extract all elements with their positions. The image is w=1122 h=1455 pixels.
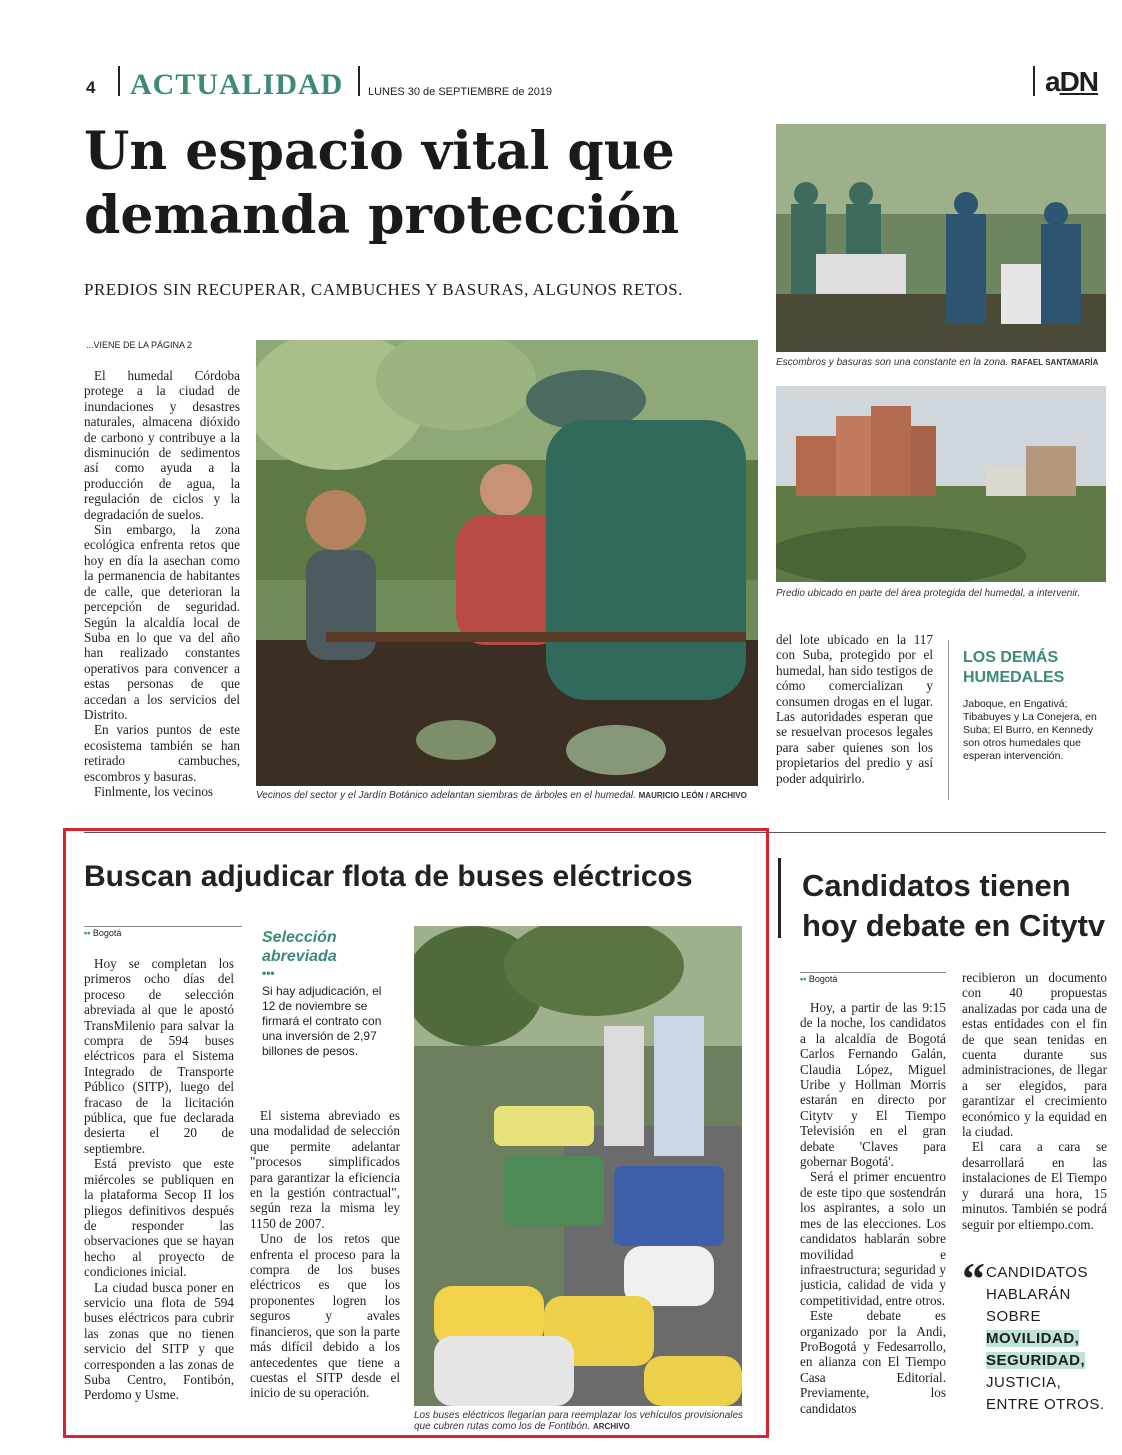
bus-column-1 [84,956,234,1418]
location-tag: •• Bogotá [84,926,242,938]
debate-headline: Candidatos tienen hoy debate en Citytv [802,868,1106,943]
bus-headline: Buscan adjudicar flota de buses eléctricos [84,860,693,893]
paragraph: recibieron un documento con 40 propuestas analizadas por cada una de estas entidades con el fin de que sean tenidas en cuenta durante sus administraciones, de llegar a ser elegidos, para garantizar el crecimiento económico y la equidad en la ciudad. [962,970,1107,1140]
quote-mark-icon: “ [962,1253,985,1304]
box-dots: ••• [262,966,275,980]
paragraph: En varios puntos de este ecosistema también se han retirado cambuches, escombros y basuras. [84,722,240,784]
header-divider [358,66,360,96]
paragraph: La ciudad busca poner en servicio una flota de 594 buses eléctricos para cubrir las zonas que no tienen servicio del SITP y que corresponden a las zonas de Suba Centro, Fontibón, Perdomo y Usme. [84,1279,234,1403]
sidebar-text: Jaboque, en Engativá; Tibabuyes y La Conejera, en Suba; El Burro, en Kennedy son otros humedales que esperan intervención. [963,698,1097,762]
paragraph: del lote ubicado en la 117 con Suba, protegido por el humedal, han sido testigos de cómo comercializan y consumen drogas en el lugar. Las autoridades esperan que se resuelvan procesos legales para saber quienes son los propietarios del predio y así poder adquirirlo. [776,632,933,786]
lot-photo [776,386,1106,582]
quote-line: JUSTICIA, [986,1374,1062,1391]
quote-line: CANDIDATOS [986,1264,1088,1281]
header-divider [118,66,120,96]
page-number: 4 [86,78,96,97]
box-text: Si hay adjudicación, el 12 de noviembre se firmará el contrato con una inversión de 2,97 billones de pesos. [262,984,382,1058]
section-title: ACTUALIDAD [130,68,344,101]
issue-date: LUNES 30 de SEPTIEMBRE de 2019 [368,86,553,98]
debate-column-2 [962,970,1107,1240]
quote-highlight: MOVILIDAD, [986,1330,1080,1347]
lot-photo-caption: Predio ubicado en parte del área protegida del humedal, a intervenir. [776,588,1081,599]
buses-photo [414,926,742,1406]
main-photo [256,340,758,786]
cleanup-photo [776,124,1106,352]
quote-line: HABLARÁN [986,1286,1071,1303]
pull-quote [986,1262,1116,1416]
paragraph: Uno de los retos que enfrenta el proceso para la compra de los buses eléctricos es que los proponentes logren los seguros y avales financieros, que son la parte más difícil debido a los antecedentes que tiene a cuestas el SITP desde el inicio de su operación. [250,1231,400,1401]
location-tag: •• Bogotá [800,972,946,984]
main-story-column [84,368,240,808]
paragraph: El cara a cara se desarrollará en las instalaciones de El Tiempo y durará una hora, 15 minutos. También se podrá seguir por eltiempo.com. [962,1139,1107,1232]
debate-column-1 [800,1000,946,1420]
paragraph: El sistema abreviado es una modalidad de selección que permite adelantar "procesos simplificados para garantizar la eficiencia en la gestión contractual", según reza la misma ley 1150 de 2007. [250,1108,400,1231]
continued-from: ...VIENE DE LA PÁGINA 2 [86,340,193,350]
debate-accent-bar [778,858,781,938]
header-divider [1033,66,1035,96]
sidebar-box [948,640,1109,800]
paragraph: Este debate es organizado por la Andi, ProBogotá y Fedesarrollo, en alianza con El Tiempo Casa Editorial. Previamente, los candidatos [800,1308,946,1416]
buses-photo-caption: Los buses eléctricos llegarían para reemplazar los vehículos provisionales que cubren rutas como los de Fontibón. ARCHIVO [414,1410,744,1432]
paragraph: Sin embargo, la zona ecológica enfrenta retos que hoy en día la asechan como la permanencia de habitantes de calle, que deterioran la percepción de seguridad. Según la alcaldía local de Suba en lo que va del año han realizado constantes operativos para convencer a estas personas de que accedan a los servicios del Distrito. [84,522,240,722]
paragraph: Está previsto que este miércoles se publiquen en la plataforma Secop II los pliegos definitivos después de responder las observaciones que se hayan hecho al proyecto de condiciones inicial. [84,1156,234,1280]
adn-logo: aDN [1045,66,1099,97]
sidebar-title: LOS DEMÁS HUMEDALES [963,649,1065,686]
quote-line: SOBRE [986,1308,1042,1325]
cleanup-photo-caption: Escombros y basuras son una constante en la zona. RAFAEL SANTAMARÍA [776,357,1099,368]
quote-line: ENTRE OTROS. [986,1396,1105,1413]
paragraph: Será el primer encuentro de este tipo que sostendrán los aspirantes, a solo un mes de las elecciones. Los candidatos hablarán sobre movilidad e infraestructura; seguridad y justicia, calidad de vida y competitividad, entre otros. [800,1169,946,1308]
main-photo-caption: Vecinos del sector y el Jardín Botánico adelantan siembras de árboles en el humedal. MAURICIO LEÓN / ARCHIVO [256,790,747,801]
main-headline: Un espacio vital que demanda protección [84,121,680,246]
paragraph: El humedal Córdoba protege a la ciudad de inundaciones y desastres naturales, almacena dióxido de carbono y contribuye a la disminución de sedimentos así como ayuda a la producción de agua, la regulación de ciclos y la degradación de suelos. [84,368,240,522]
main-subheadline: PREDIOS SIN RECUPERAR, CAMBUCHES Y BASURAS, ALGUNOS RETOS. [84,280,683,299]
box-title: Selección abreviada [262,929,337,965]
paragraph: Hoy, a partir de las 9:15 de la noche, los candidatos a la alcaldía de Bogotá Carlos Fernando Galán, Claudia López, Miguel Uribe y Hollman Morris estarán en directo por Citytv y El Tiempo Televisión en el gran debate 'Claves para gobernar Bogotá'. [800,1000,946,1170]
paragraph: Hoy se completan los primeros ocho días del proceso de selección abreviada al que le apostó TransMilenio para salvar la compra de 594 buses eléctricos para el Sistema Integrado de Transporte Público (SITP), luego del fracaso de la licitación pública, que fue declarada desierta el 20 de septiembre. [84,956,234,1156]
continuation-column [776,632,933,804]
bus-column-2 [250,1108,400,1420]
paragraph: Finlmente, los vecinos [94,783,214,799]
quote-highlight: SEGURIDAD, [986,1352,1086,1369]
